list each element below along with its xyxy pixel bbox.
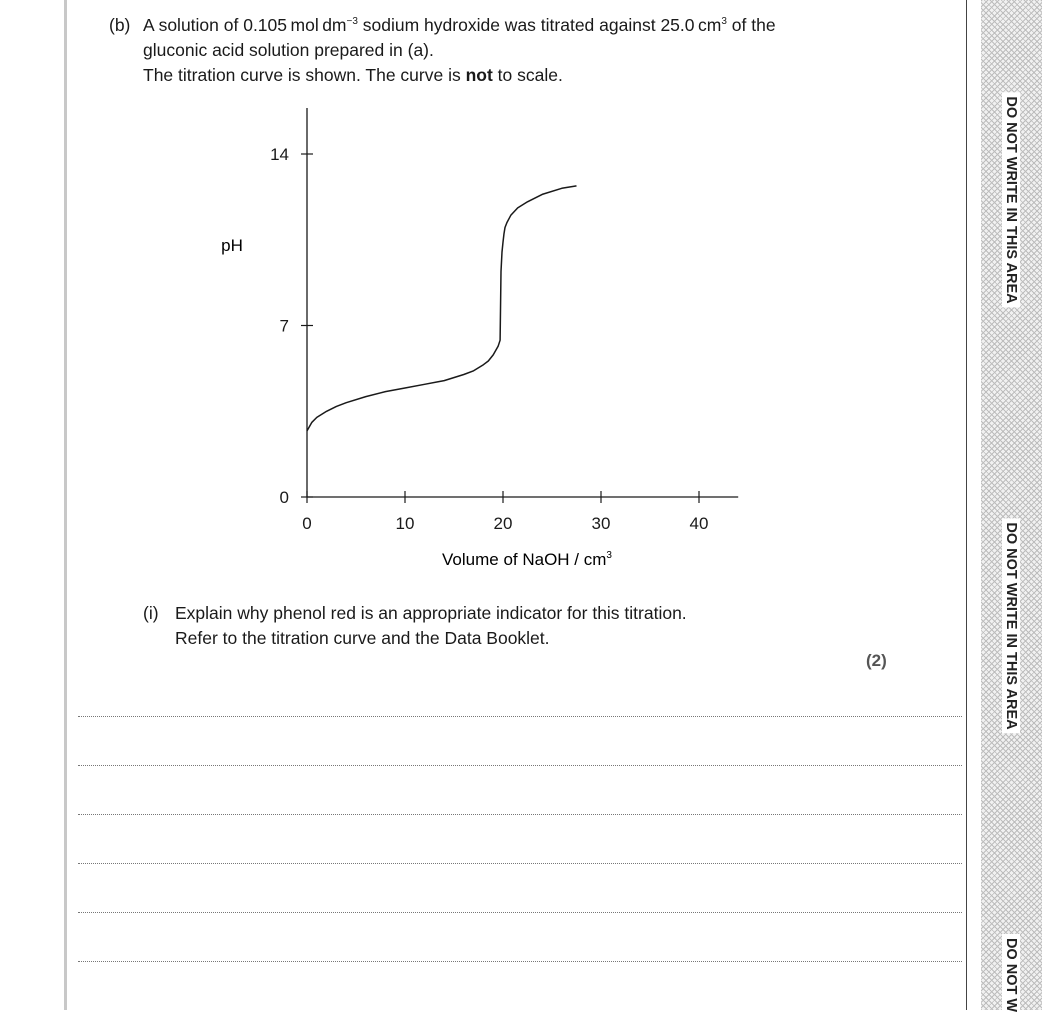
- y-tick-label: 7: [279, 316, 289, 336]
- answer-line[interactable]: [78, 863, 962, 864]
- answer-line[interactable]: [78, 814, 962, 815]
- part-i-line-1: Explain why phenol red is an appropriate indicator for this titration.: [175, 603, 687, 623]
- y-tick-label: 14: [270, 145, 289, 164]
- part-b-label: (b): [109, 15, 131, 35]
- answer-line[interactable]: [78, 961, 962, 962]
- part-b-text-1a: A solution of 0.105 mol dm: [143, 15, 347, 35]
- margin-warning-bottom: DO NOT W: [1002, 934, 1020, 1016]
- part-b-sup-2: 3: [721, 16, 727, 27]
- part-b-line-3: [143, 64, 563, 86]
- titration-curve-line: [307, 186, 577, 431]
- x-axis-label-text: Volume of NaOH / cm: [442, 550, 607, 569]
- part-b-text-3c: to scale.: [492, 65, 563, 85]
- x-axis-label-sup: 3: [606, 550, 612, 561]
- part-b-line-1: [143, 14, 776, 36]
- x-axis-label: [442, 550, 612, 569]
- part-i-label: (i): [143, 603, 159, 623]
- part-b-text-3a: The titration curve is shown. The curve is: [143, 65, 466, 85]
- answer-line[interactable]: [78, 716, 962, 717]
- margin-warning-middle: DO NOT WRITE IN THIS AREA: [1002, 518, 1020, 733]
- y-tick-label: 0: [279, 488, 289, 507]
- answer-line[interactable]: [78, 912, 962, 913]
- answer-line[interactable]: [78, 765, 962, 766]
- part-b-text-1c: of the: [726, 15, 776, 35]
- x-tick-label: 0: [302, 514, 312, 533]
- left-page-rule: [64, 0, 67, 1010]
- part-b-bold-not: not: [465, 65, 493, 85]
- x-tick-label: 40: [689, 514, 709, 533]
- part-b-sup-1: −3: [346, 16, 358, 27]
- x-tick-label: 30: [591, 514, 611, 533]
- right-page-rule: [966, 0, 967, 1010]
- x-tick-label: 10: [395, 514, 415, 533]
- titration-chart: [200, 100, 780, 580]
- marks-allocation: (2): [866, 651, 887, 670]
- part-b-text-1b: sodium hydroxide was titrated against 25.0 cm: [357, 15, 722, 35]
- y-axis-label: pH: [221, 236, 243, 255]
- part-b-line-2: gluconic acid solution prepared in (a).: [143, 40, 434, 60]
- part-i-line-2: Refer to the titration curve and the Data Booklet.: [175, 628, 550, 648]
- margin-warning-top: DO NOT WRITE IN THIS AREA: [1002, 92, 1020, 307]
- x-tick-label: 20: [493, 514, 513, 533]
